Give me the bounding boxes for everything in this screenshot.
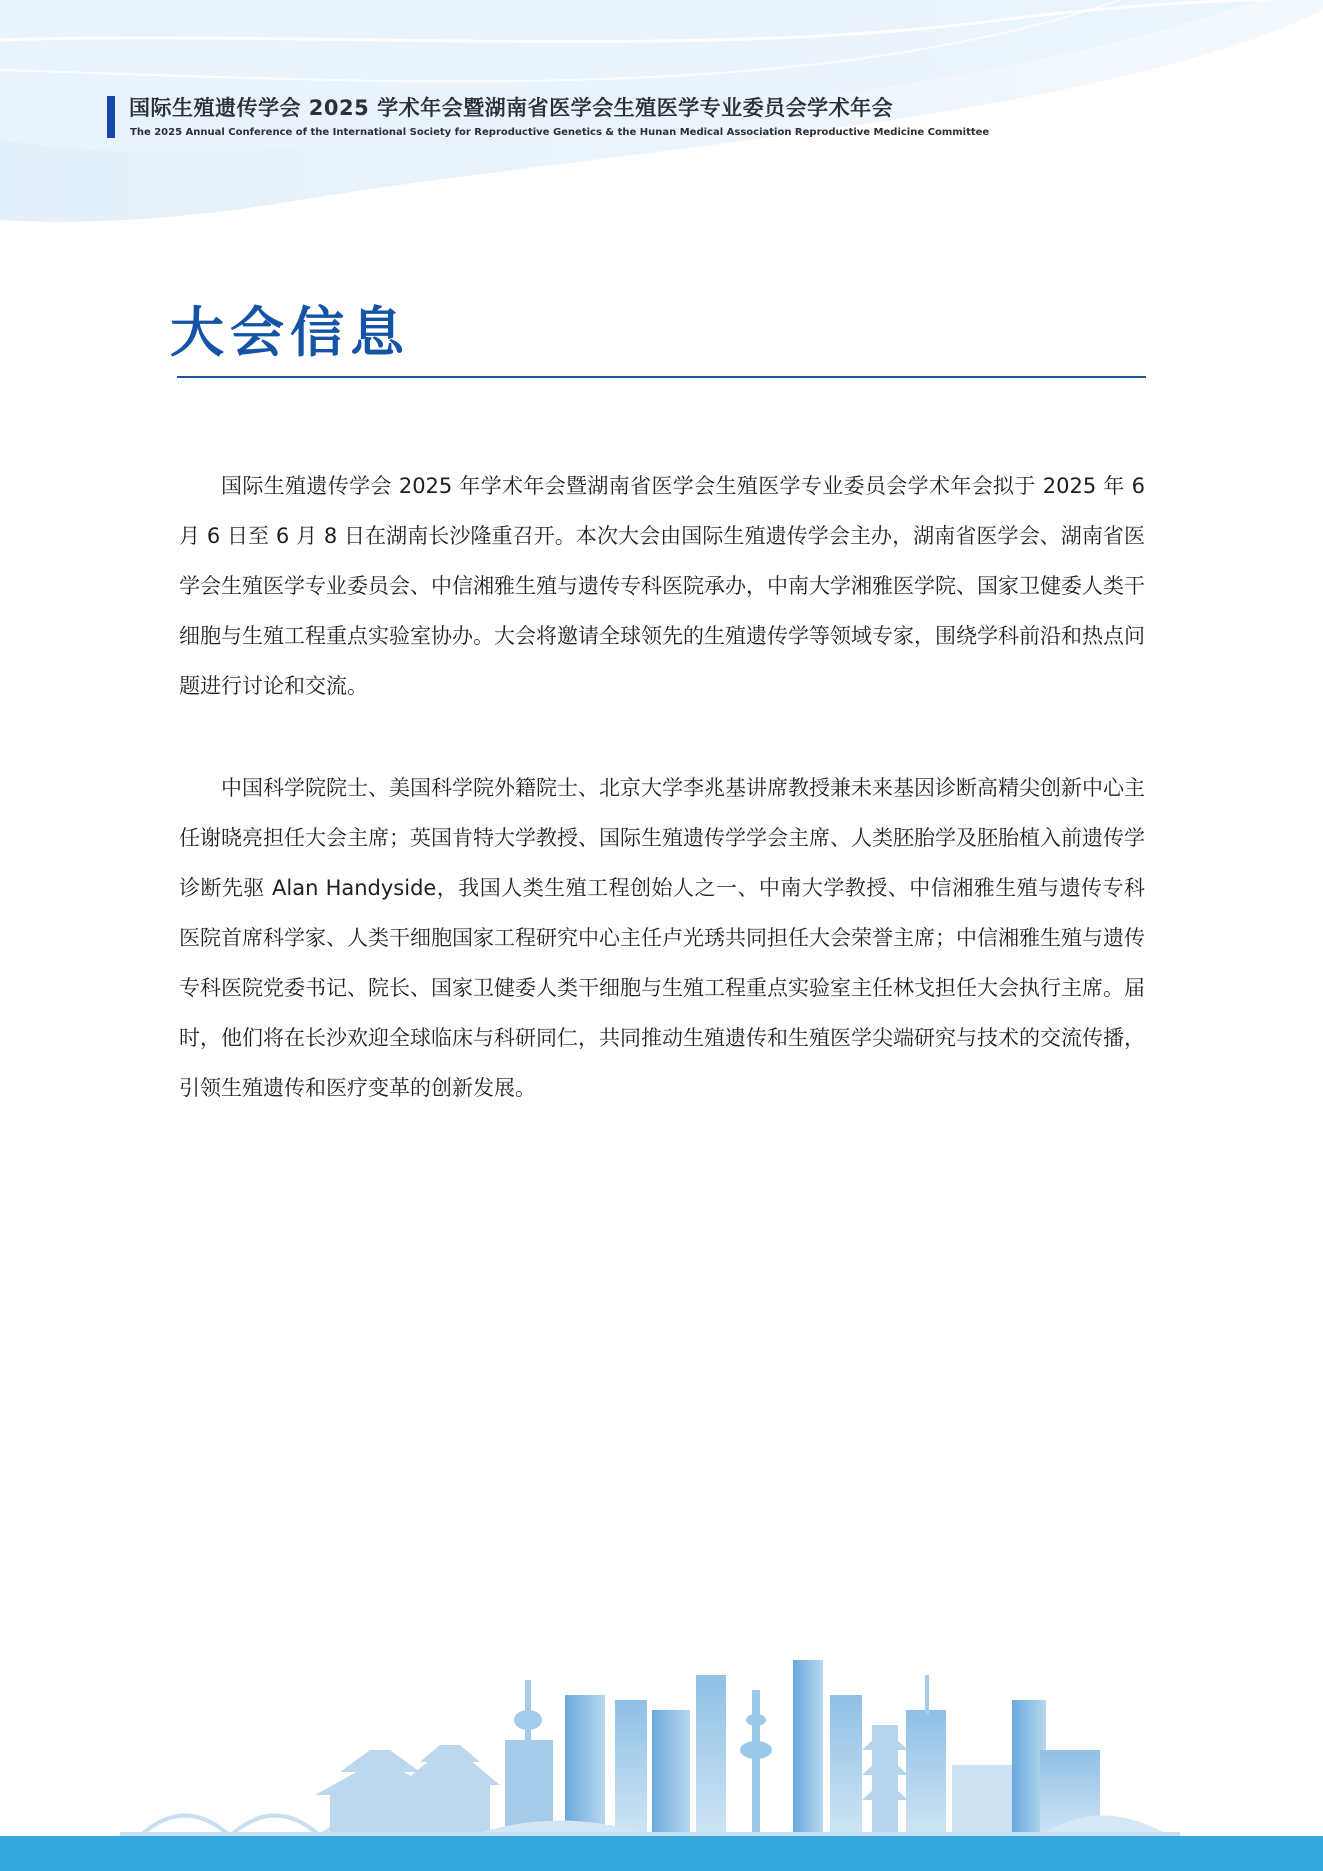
- city-skyline-illustration: [0, 1600, 1323, 1836]
- paragraph-1-container: [179, 461, 1145, 711]
- footer-color-band: [0, 1836, 1323, 1871]
- body-paragraph: 中国科学院院士、美国科学院外籍院士、北京大学李兆基讲席教授兼未来基因诊断高精尖创新中心主任谢晓亮担任大会主席；英国肯特大学教授、国际生殖遗传学学会主席、人类胚胎学及胚胎植入前遗传学诊断先驱 Alan Handyside，我国人类生殖工程创始人之一、中南大学教授、中信湘雅生殖与遗传专科医院首席科学家、人类干细胞国家工程研究中心主任卢光琇共同担任大会荣誉主席；中信湘雅生殖与遗传专科医院党委书记、院长、国家卫健委人类干细胞与生殖工程重点实验室主任林戈担任大会执行主席。届时，他们将在长沙欢迎全球临床与科研同仁，共同推动生殖遗传和生殖医学尖端研究与技术的交流传播，引领生殖遗传和医疗变革的创新发展。: [179, 776, 1145, 1100]
- section-title: 大会信息: [170, 301, 410, 364]
- title-divider: [177, 376, 1146, 378]
- header-title-cn: 国际生殖遗传学会 2025 学术年会暨湖南省医学会生殖医学专业委员会学术年会: [129, 96, 894, 120]
- body-paragraph: 国际生殖遗传学会 2025 年学术年会暨湖南省医学会生殖医学专业委员会学术年会拟于 2025 年 6 月 6 日至 6 月 8 日在湖南长沙隆重召开。本次大会由国际生殖遗传学会主办，湖南省医学会、湖南省医学会生殖医学专业委员会、中信湘雅生殖与遗传专科医院承办，中南大学湘雅医学院、国家卫健委人类干细胞与生殖工程重点实验室协办。大会将邀请全球领先的生殖遗传学等领域专家，围绕学科前沿和热点问题进行讨论和交流。: [179, 474, 1145, 698]
- header-accent-bar: [107, 96, 115, 138]
- paragraph-2-container: [179, 763, 1145, 1113]
- header-title-en: The 2025 Annual Conference of the International Society for Reproductive Genetics & the Hunan Medical Association Reproductive Medicine Committee: [130, 127, 990, 138]
